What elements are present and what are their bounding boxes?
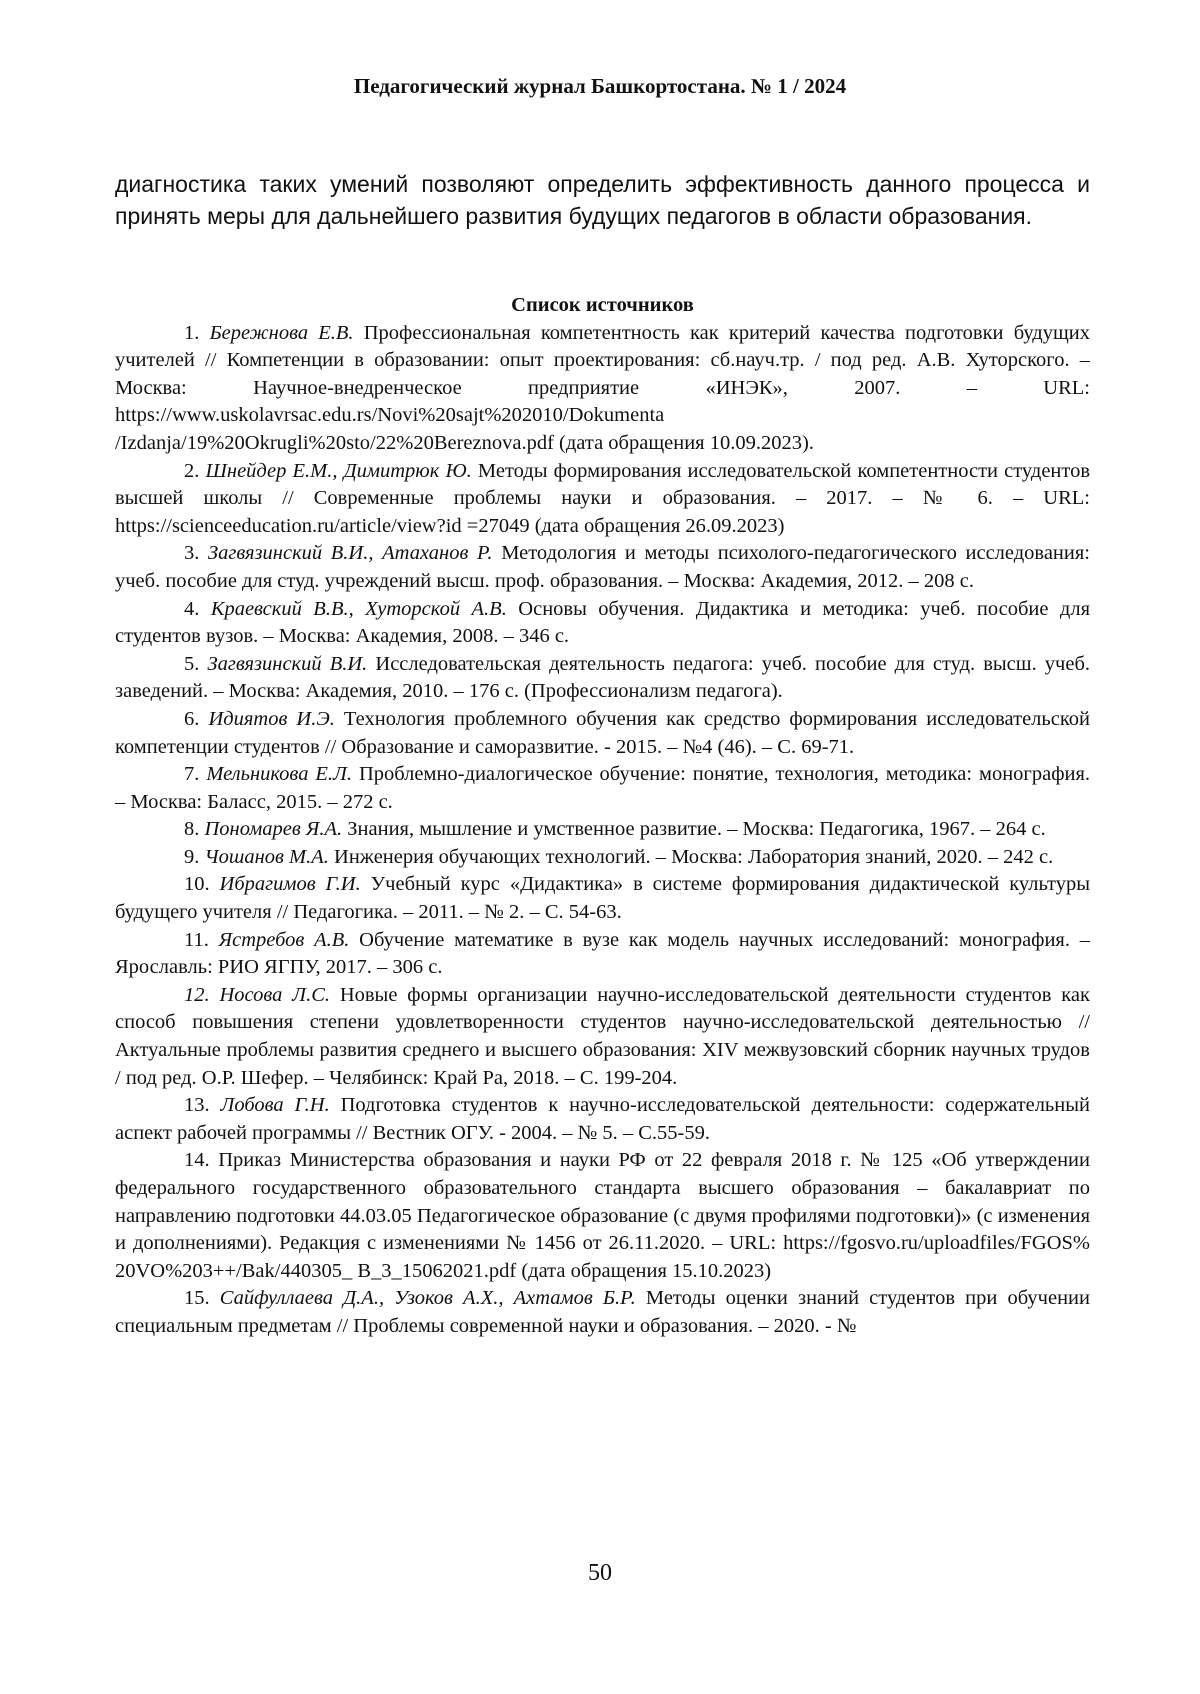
reference-author: Краевский В.В., Хуторской А.В. xyxy=(211,598,507,620)
reference-item xyxy=(115,596,1090,651)
reference-item xyxy=(115,982,1090,1092)
reference-number: 1. xyxy=(184,322,199,344)
reference-text: Методология и методы психолого-педагогического исследования: учеб. пособие для студ. учреждений высш. проф. образования. – Москва: Академия, 2012. – 208 с. xyxy=(115,542,1090,592)
reference-number: 13. xyxy=(184,1094,210,1116)
reference-text: Обучение математике в вузе как модель научных исследований: монография. – Ярославль: РИО ЯГПУ, 2017. – 306 с. xyxy=(115,929,1090,979)
reference-author: Носова Л.С. xyxy=(219,984,330,1006)
reference-number: 5. xyxy=(184,653,199,675)
reference-author: Пономарев Я.А. xyxy=(205,818,343,840)
reference-number: 12. xyxy=(184,984,210,1006)
reference-item xyxy=(115,1285,1090,1340)
reference-author: Шнейдер Е.М., Димитрюк Ю. xyxy=(206,460,472,482)
reference-author: Мельникова Е.Л. xyxy=(206,763,352,785)
reference-author: Чошанов М.А. xyxy=(205,846,329,868)
reference-text: Подготовка студентов к научно-исследовательской деятельности: содержательный аспект рабочей программы // Вестник ОГУ. - 2004. – № 5. – С.55-59. xyxy=(115,1094,1090,1144)
reference-text: Проблемно-диалогическое обучение: понятие, технология, методика: монография. – Москва: Баласс, 2015. – 272 с. xyxy=(115,763,1090,813)
reference-number: 4. xyxy=(184,598,199,620)
reference-author: Ястребов А.В. xyxy=(219,929,350,951)
reference-text: Приказ Министерства образования и науки РФ от 22 февраля 2018 г. № 125 «Об утверждении федерального государственного образовательного стандарта высшего образования – бакалавриат по направлению подготовки 44.03.05 Педагогическое образование (с двумя профилями подготовки)» (с изменения и дополнениями). Редакция с изменениями № 1456 от 26.11.2020. – URL: https://fgosvo.ru/uploadfiles/FGOS% 20VO%203++/Bak/440305_ B_3_15062021.pdf (дата обращения 15.10.2023) xyxy=(115,1149,1090,1281)
reference-item xyxy=(115,540,1090,595)
references-section xyxy=(115,292,1090,1341)
reference-number: 8. xyxy=(184,818,199,840)
reference-text: Профессиональная компетентность как критерий качества подготовки будущих учителей // Компетенции в образовании: опыт проектирования: сб.науч.тр. / под ред. А.В. Хуторского. – Москва: Научное-внедренческое предприятие «ИНЭК», 2007. – URL: https://www.uskolavrsac.edu.rs/Novi%20sajt%202010/Dokumenta /Izdanja/19%20Okrugli%20sto/22%20Bereznova.pdf (дата обращения 10.09.2023). xyxy=(115,322,1090,454)
reference-item xyxy=(115,706,1090,761)
reference-text: Знания, мышление и умственное развитие. – Москва: Педагогика, 1967. – 264 с. xyxy=(342,818,1046,840)
reference-text: Учебный курс «Дидактика» в системе формирования дидактической культуры будущего учителя // Педагогика. – 2011. – № 2. – С. 54-63. xyxy=(115,873,1090,923)
reference-author: Сайфуллаева Д.А., Узоков А.Х., Ахтамов Б.Р. xyxy=(220,1287,636,1309)
intro-paragraph: диагностика таких умений позволяют определить эффективность данного процесса и принять меры для дальнейшего развития будущих педагогов в области образования. xyxy=(115,168,1090,232)
reference-author: Лобова Г.Н. xyxy=(221,1094,330,1116)
reference-author: Загвязинский В.И., Атаханов Р. xyxy=(208,542,493,564)
reference-item xyxy=(115,871,1090,926)
reference-text: Новые формы организации научно-исследовательской деятельности студентов как способ повышения степени удовлетворенности студентов научно-исследовательской деятельностью // Актуальные проблемы развития среднего и высшего образования: XIV межвузовский сборник научных трудов / под ред. О.Р. Шефер. – Челябинск: Край Ра, 2018. – С. 199-204. xyxy=(115,984,1090,1089)
reference-item xyxy=(115,844,1090,872)
references-title: Список источников xyxy=(115,292,1090,320)
reference-number: 6. xyxy=(184,708,199,730)
reference-item xyxy=(115,1147,1090,1285)
reference-number: 2. xyxy=(184,460,199,482)
reference-item xyxy=(115,320,1090,458)
reference-number: 14. xyxy=(184,1149,210,1171)
reference-author: Бережнова Е.В. xyxy=(210,322,354,344)
reference-item xyxy=(115,1092,1090,1147)
reference-text: Технология проблемного обучения как средство формирования исследовательской компетенции студентов // Образование и саморазвитие. - 2015. – №4 (46). – С. 69-71. xyxy=(115,708,1090,758)
reference-number: 15. xyxy=(184,1287,210,1309)
reference-author: Ибрагимов Г.И. xyxy=(220,873,361,895)
reference-text: Основы обучения. Дидактика и методика: учеб. пособие для студентов вузов. – Москва: Академия, 2008. – 346 с. xyxy=(115,598,1090,648)
reference-item xyxy=(115,927,1090,982)
page-number: 50 xyxy=(0,1560,1200,1587)
reference-item xyxy=(115,761,1090,816)
reference-author: Загвязинский В.И. xyxy=(207,653,367,675)
reference-number: 9. xyxy=(184,846,199,868)
reference-number: 7. xyxy=(184,763,199,785)
reference-text: Исследовательская деятельность педагога: учеб. пособие для студ. высш. учеб. заведений. – Москва: Академия, 2010. – 176 с. (Профессионализм педагога). xyxy=(115,653,1090,703)
reference-number: 11. xyxy=(184,929,209,951)
document-page xyxy=(0,0,1200,1694)
reference-author: Идиятов И.Э. xyxy=(208,708,334,730)
reference-text: Инженерия обучающих технологий. – Москва: Лаборатория знаний, 2020. – 242 с. xyxy=(329,846,1053,868)
reference-text: Методы формирования исследовательской компетентности студентов высшей школы // Современные проблемы науки и образования. – 2017. – № 6. – URL: https://scienceeducation.ru/article/view?id =27049 (дата обращения 26.09.2023) xyxy=(115,460,1090,537)
reference-item xyxy=(115,458,1090,541)
reference-number: 10. xyxy=(184,873,210,895)
reference-item xyxy=(115,816,1090,844)
reference-item xyxy=(115,651,1090,706)
reference-text: Методы оценки знаний студентов при обучении специальным предметам // Проблемы современной науки и образования. – 2020. - № xyxy=(115,1287,1090,1337)
reference-number: 3. xyxy=(184,542,199,564)
running-header: Педагогический журнал Башкортостана. № 1 / 2024 xyxy=(0,74,1200,99)
